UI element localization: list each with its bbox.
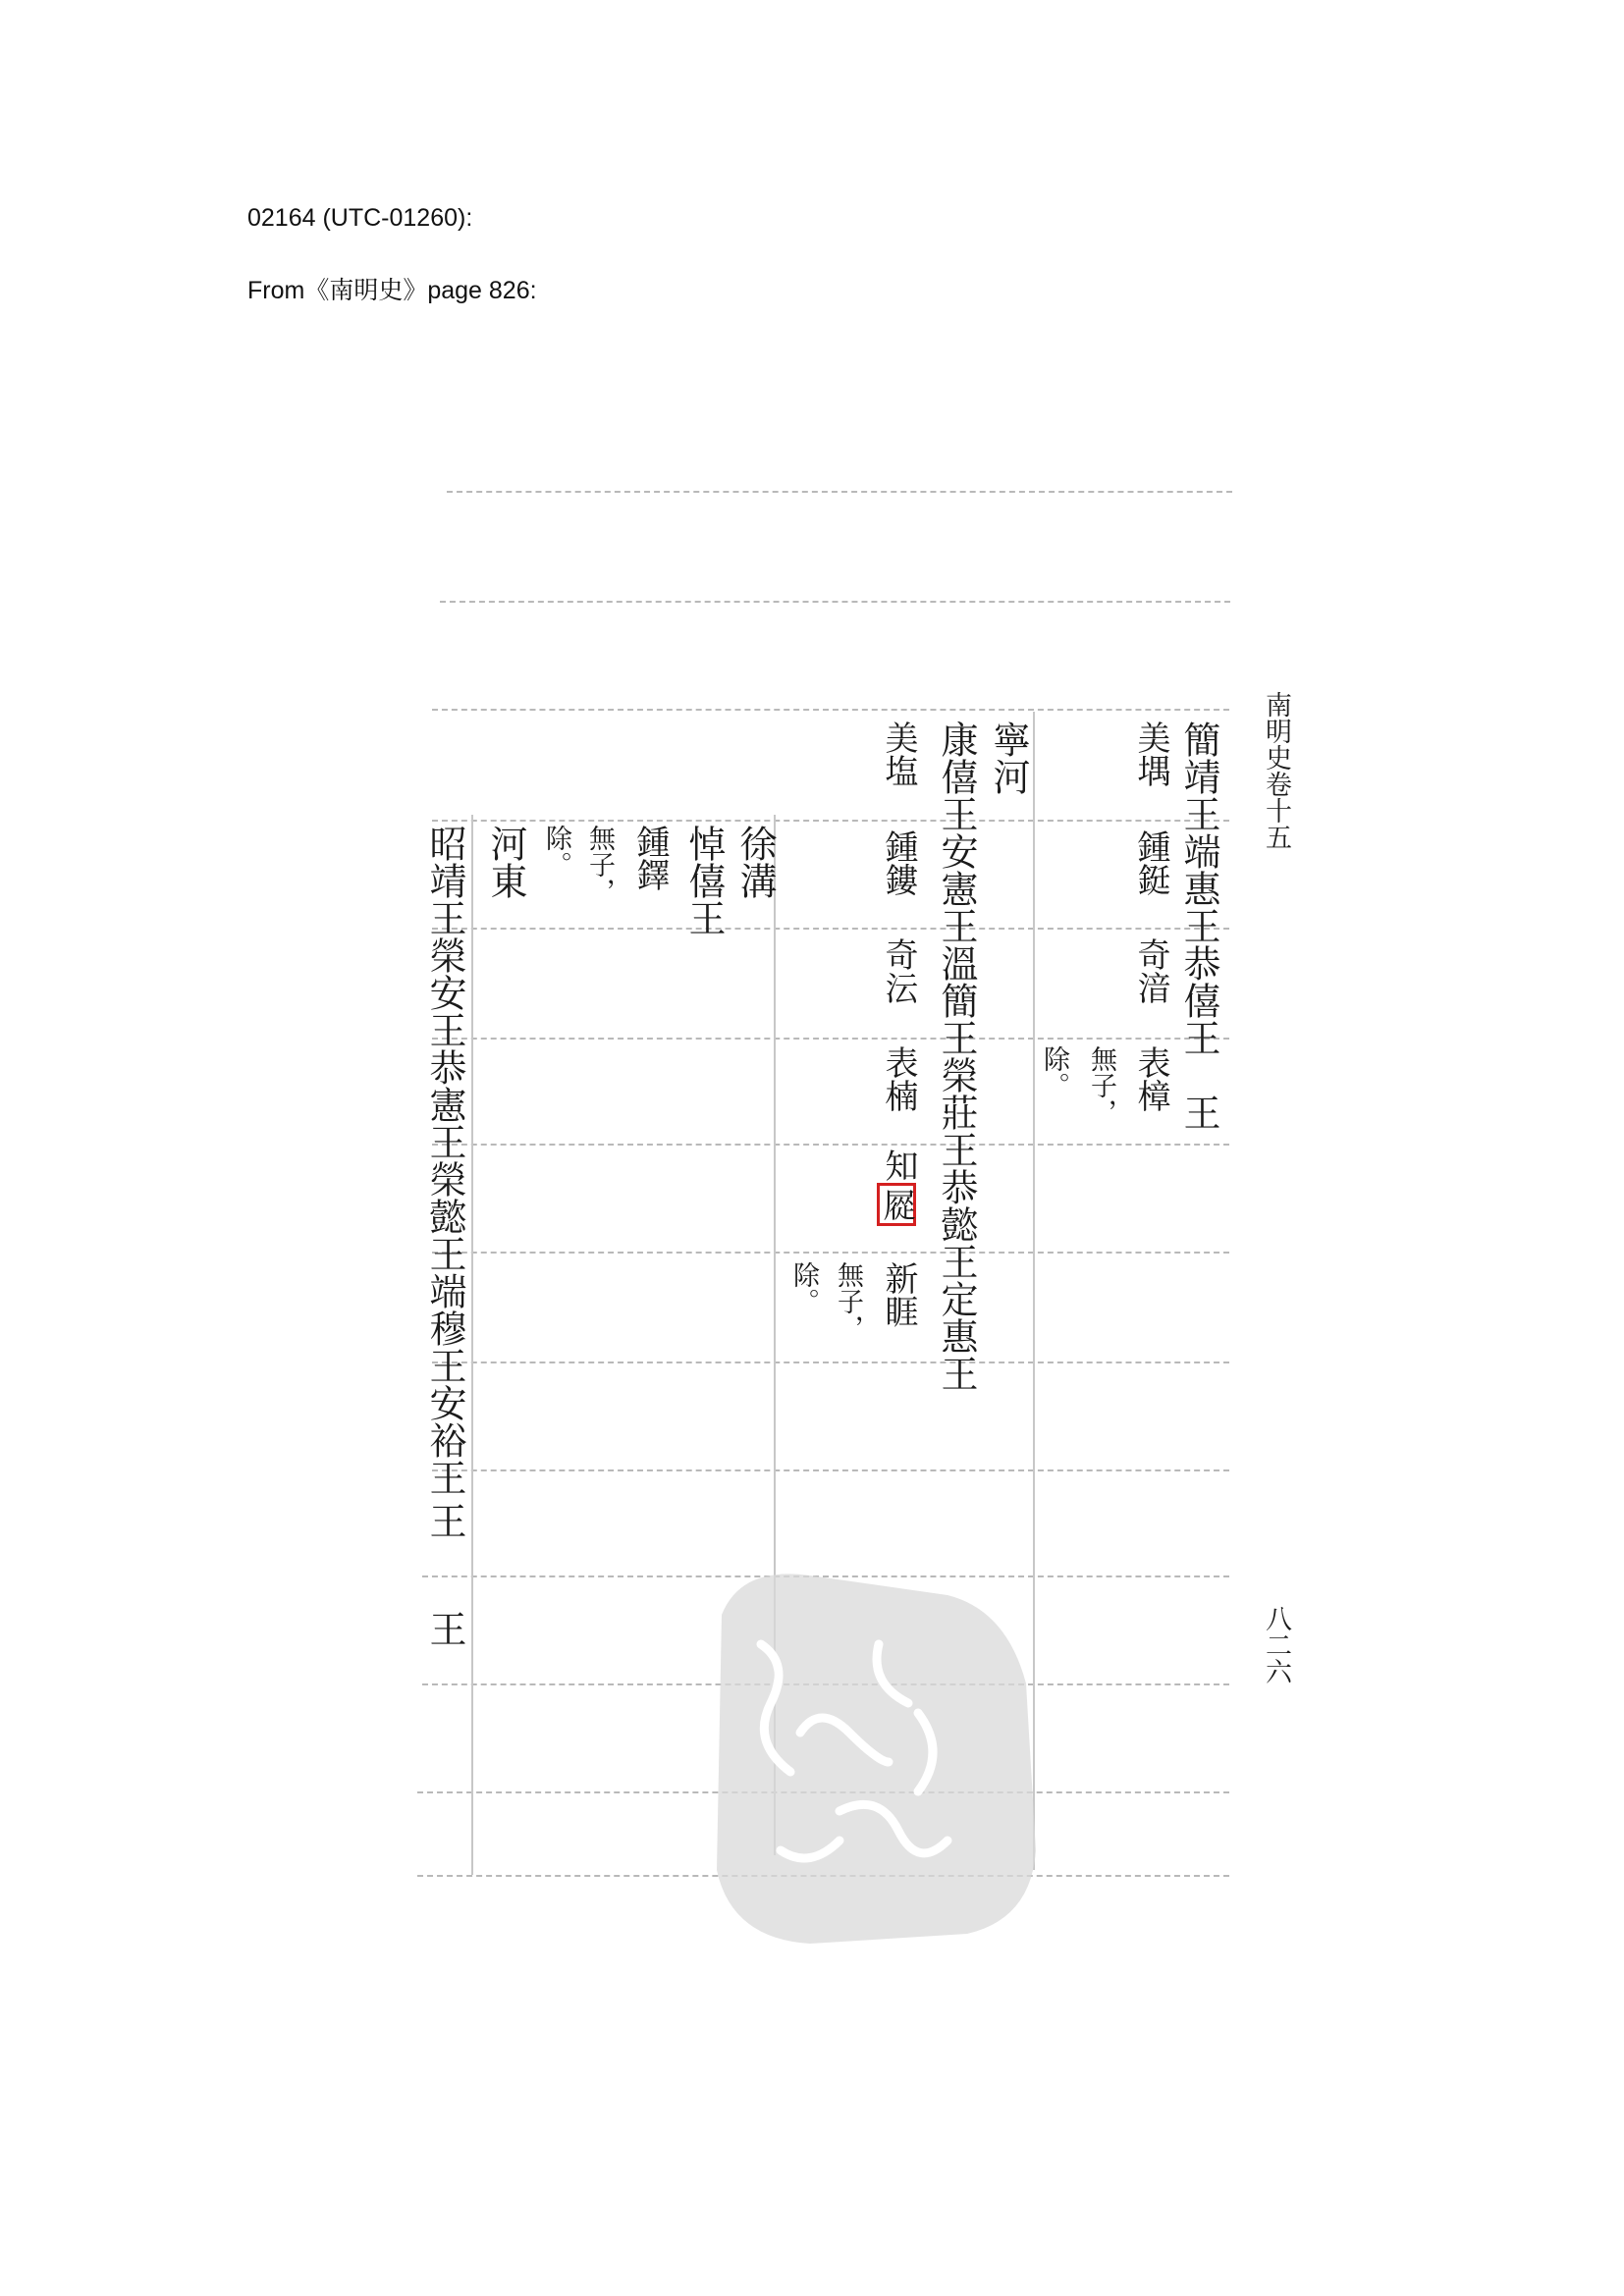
branch-xugou: 徐溝 — [733, 825, 777, 899]
document-code-line: 02164 (UTC-01260): — [247, 204, 473, 232]
rule-line — [432, 1362, 1229, 1363]
name-biao-zhang: 表樟 — [1131, 1045, 1170, 1112]
branch-ninghe: 寧河 — [987, 721, 1030, 795]
note-no-heir: 無子， — [1086, 1045, 1116, 1125]
note-no-heir: 無子， — [584, 825, 615, 904]
lineage-title-jian: 簡靖王端惠王恭僖王 王 — [1177, 721, 1220, 1131]
rule-line — [432, 1252, 1229, 1254]
source-line: From《南明史》page 826: — [247, 277, 537, 304]
page-number: 八二六 — [1261, 1605, 1291, 1684]
name-qi-yun: 奇沄 — [879, 937, 918, 1004]
rule-line — [440, 601, 1230, 603]
rule-line — [432, 820, 1229, 822]
running-title: 南明史卷十五 — [1261, 691, 1291, 850]
lineage-title-zhao: 昭靖王榮安王恭憲王榮懿王端穆王安裕王 — [423, 825, 466, 1496]
rule-line — [432, 1038, 1229, 1040]
title-wang: 王 — [423, 1610, 466, 1647]
note-no-heir: 無子， — [833, 1261, 863, 1341]
rule-line — [447, 491, 1232, 493]
name-mei-yu: 美堣 — [1131, 721, 1170, 787]
title-daoxi: 悼僖王 — [682, 825, 726, 936]
rule-line — [432, 709, 1229, 711]
title-wang: 王 — [423, 1502, 466, 1539]
name-biao-nan: 表楠 — [879, 1045, 918, 1112]
note-abolished: 除。 — [788, 1261, 819, 1314]
name-zhi-top: 知 — [879, 1148, 918, 1182]
name-zhong-ting: 鍾鋌 — [1131, 829, 1170, 896]
highlighted-character: 㞞 — [877, 1183, 916, 1226]
name-xin-ya: 新睚 — [879, 1261, 918, 1328]
branch-hedong: 河東 — [484, 825, 527, 899]
name-zhong-duo: 鍾鐸 — [630, 825, 670, 891]
column-rule — [471, 815, 473, 1875]
name-zhong-lou: 鍾鏤 — [879, 829, 918, 896]
name-mei-yan: 美塩 — [879, 721, 918, 787]
rule-line — [432, 1469, 1229, 1471]
note-abolished: 除。 — [541, 825, 571, 878]
name-qi-yan: 奇湆 — [1131, 937, 1170, 1004]
rule-line — [432, 928, 1229, 930]
lineage-title-kang: 康僖王安憲王溫簡王榮莊王恭懿王定惠王 — [935, 721, 978, 1392]
seal-watermark — [692, 1556, 1046, 1949]
note-abolished: 除。 — [1039, 1045, 1069, 1098]
rule-line — [432, 1144, 1229, 1146]
